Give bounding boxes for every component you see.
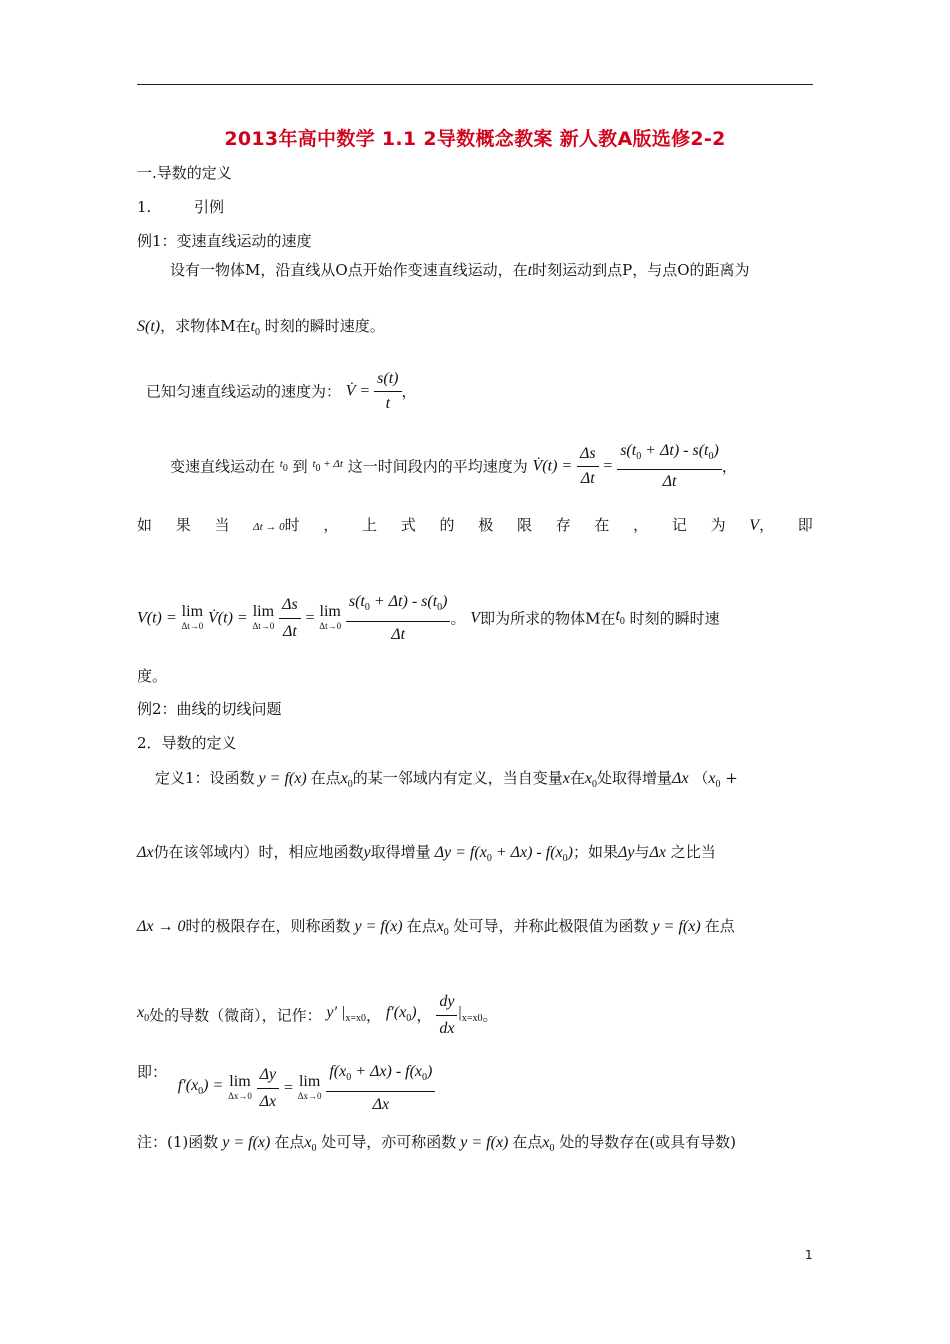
formula: t <box>527 262 533 279</box>
section-heading: 一.导数的定义 <box>137 164 232 182</box>
formula: V̇(t) = <box>532 457 573 475</box>
paragraph-line <box>155 768 738 795</box>
formula: y = f(x) <box>648 918 705 935</box>
text: 即 <box>797 516 813 534</box>
paragraph-line: 变速直线运动在 t0 到 t0 + Δt 这一时间段内的平均速度为 V̇(t) = $\frac{\Delta s}{\Delta t}$ = $\frac{s(t_0 + \Delta t) - s(t_0)}{\Delta t}$ ， <box>170 440 737 493</box>
formula: Δx <box>137 844 154 861</box>
text: 时刻运动到点P，与点O的距离为 <box>532 261 750 279</box>
text: 处的导数（微商），记作： <box>149 1006 322 1025</box>
paragraph-line: 已知匀速直线运动的速度为： V̇ = $\frac{s(t)}{t}$ ， <box>146 368 417 415</box>
text: 变速直线运动在 <box>170 457 276 476</box>
item-number: 1. <box>137 198 152 216</box>
formula: V， <box>749 516 775 534</box>
text: 这一时间段内的平均速度为 <box>347 457 528 476</box>
text: 设有一物体M，沿直线从O点开始作变速直线运动，在 <box>170 261 528 279</box>
formula: x <box>562 770 570 787</box>
justified-line <box>137 514 813 535</box>
text: ， <box>759 516 775 534</box>
formula: y′ $|_{x=x0}$ <box>326 1003 367 1024</box>
text: 即为所求的物体M在 <box>480 609 616 628</box>
text: 处取得增量 <box>597 769 673 787</box>
item-heading: 引例 <box>194 198 225 216</box>
formula: y = f(x) <box>254 770 311 787</box>
text: 极 <box>478 516 494 534</box>
text: 限 <box>516 516 532 534</box>
header-rule <box>137 84 813 85</box>
formula: y <box>363 844 371 861</box>
paragraph-line <box>170 260 750 281</box>
text: 即： <box>137 1063 168 1081</box>
formula: $x_0$ <box>304 1134 317 1154</box>
text: + <box>725 769 738 787</box>
text: 上 <box>362 516 378 534</box>
text: 已知匀速直线运动的速度为： <box>146 382 342 401</box>
text: 仍在该邻域内）时，相应地函数 <box>153 843 364 861</box>
formula: $f'(x_0)$ <box>385 1003 417 1024</box>
note-line <box>137 1132 736 1159</box>
limit-operator: lim Δx→0 <box>297 1072 322 1101</box>
formula: $x_0$ <box>340 770 353 790</box>
text: ， <box>323 516 339 534</box>
paragraph-line: $x_0$处的导数（微商），记作： y′ $|_{x=x0}$， $f'(x_0)$， $\frac{dy}{dx}$ $|_{x=x0}$。 <box>137 990 498 1041</box>
formula: $\frac{\Delta y}{\Delta x}$ <box>257 1063 280 1114</box>
text: 时的极限存在，则称函数 <box>185 917 351 935</box>
formula-line: 即： $f'(x_0)$ = lim Δx→0 $\frac{\Delta y}{\Delta x}$ = lim Δx→0 $\frac{f(x_0 + \Delta x) - f(x_0)}{\Delta x}$ <box>137 1060 435 1117</box>
text: 处可导，亦可称函数 <box>321 1133 457 1151</box>
text: ， <box>366 1006 382 1025</box>
formula: t0 + Δt <box>312 458 343 474</box>
formula: y = f(x) <box>350 918 407 935</box>
formula: $x_0$ <box>436 918 449 938</box>
formula: $\frac{dy}{dx}$ <box>436 990 457 1041</box>
text: 在 <box>594 516 610 534</box>
formula: $\frac{\Delta s}{\Delta t}$ <box>577 443 599 490</box>
text: ，求物体M在 <box>160 317 251 335</box>
formula: Δx <box>672 770 689 787</box>
formula: Δx <box>649 844 666 861</box>
text: 注：(1)函数 <box>137 1133 219 1151</box>
document-title: 2013年高中数学 1.1 2导数概念教案 新人教A版选修2-2 <box>224 128 726 150</box>
example-heading: 例1：变速直线运动的速度 <box>137 232 312 250</box>
text: 存 <box>555 516 571 534</box>
text: 到 <box>292 457 308 476</box>
text: 当 <box>214 516 230 534</box>
text: 在点 <box>406 917 437 935</box>
text: 在 <box>569 769 585 787</box>
text: 处的导数存在(或具有导数) <box>559 1133 737 1151</box>
text: 果 <box>175 516 191 534</box>
text: 处可导，并称此极限值为函数 <box>453 917 649 935</box>
formula: t0 <box>279 458 288 474</box>
text: ， <box>633 516 649 534</box>
text: 如 <box>137 516 153 534</box>
formula: $\Delta y = f(x_0 + \Delta x) - f(x_0)$ <box>430 844 573 864</box>
formula: Δx → 0 <box>137 918 186 935</box>
text: 记 <box>671 516 687 534</box>
paragraph-line <box>137 916 735 943</box>
text: 取得增量 <box>370 843 431 861</box>
formula: V(t) = <box>137 609 177 627</box>
formula: $\frac{s(t_0 + \Delta t) - s(t_0)}{\Delta t}$ <box>617 440 722 493</box>
text: 在点 <box>274 1133 305 1151</box>
formula-line: V(t) = lim Δt→0 V̇(t) = lim Δt→0 $\frac{\Delta s}{\Delta t}$ = lim Δt→0 $\frac{s(t_0 + \Delta t) - s(t_0)}{\Delta t}$ 。 V即为所求的物体M在$t_0$ 时刻的瞬时速 <box>137 590 720 647</box>
formula: S(t) <box>137 318 161 335</box>
formula: $\frac{\Delta s}{\Delta t}$ <box>279 593 301 644</box>
limit-operator: lim Δt→0 <box>319 602 342 631</box>
formula: $\frac{s(t_0 + \Delta t) - s(t_0)}{\Delta t}$ <box>346 590 451 647</box>
text: ， <box>416 1006 432 1025</box>
formula: Δy <box>617 844 635 861</box>
formula: $\frac{f(x_0 + \Delta x) - f(x_0)}{\Delta x}$ <box>326 1060 435 1117</box>
text: 在点 <box>512 1133 543 1151</box>
formula: V̇(t) = <box>208 609 248 627</box>
text: 式 <box>400 516 416 534</box>
limit-operator: lim Δx→0 <box>228 1072 252 1101</box>
formula: V̇ <box>345 382 356 400</box>
formula: Δt → 0时 <box>253 516 300 534</box>
text: ；如果 <box>572 843 618 861</box>
limit-operator: lim Δt→0 <box>181 602 204 631</box>
text: 的 <box>439 516 455 534</box>
text: 的某一邻域内有定义，当自变量 <box>352 769 563 787</box>
page-number: 1 <box>805 1248 813 1262</box>
text: 时刻的瞬时速 <box>629 609 720 628</box>
text: 。 <box>450 609 466 628</box>
text: 时刻的瞬时速度。 <box>264 317 385 335</box>
formula: $f'(x_0)$ = <box>177 1076 224 1097</box>
formula: y = f(x) <box>218 1134 275 1151</box>
formula: $x_0$ <box>708 770 721 790</box>
text: 在点 <box>704 917 735 935</box>
paragraph-line <box>137 316 385 343</box>
formula: $x_0$ <box>542 1134 555 1154</box>
limit-operator: lim Δt→0 <box>252 602 275 631</box>
text: （ <box>693 769 709 787</box>
text: 。 <box>482 1006 498 1025</box>
formula: y = f(x) <box>456 1134 513 1151</box>
text: 为 <box>710 516 726 534</box>
paragraph-line <box>137 842 716 869</box>
formula: $\frac{s(t)}{t}$ <box>374 368 401 415</box>
text: 在点 <box>310 769 341 787</box>
formula: $x_0$ <box>584 770 598 790</box>
formula: $x_0$ <box>137 1003 150 1024</box>
text: 定义1：设函数 <box>155 769 255 787</box>
section-heading: 2．导数的定义 <box>137 734 237 752</box>
paragraph-line: 度。 <box>137 667 168 685</box>
text: 时 <box>284 516 300 534</box>
text: 之比当 <box>670 843 716 861</box>
text: 与 <box>634 843 650 861</box>
formula: $t_0$ <box>250 318 260 338</box>
example-heading: 例2：曲线的切线问题 <box>137 700 282 718</box>
